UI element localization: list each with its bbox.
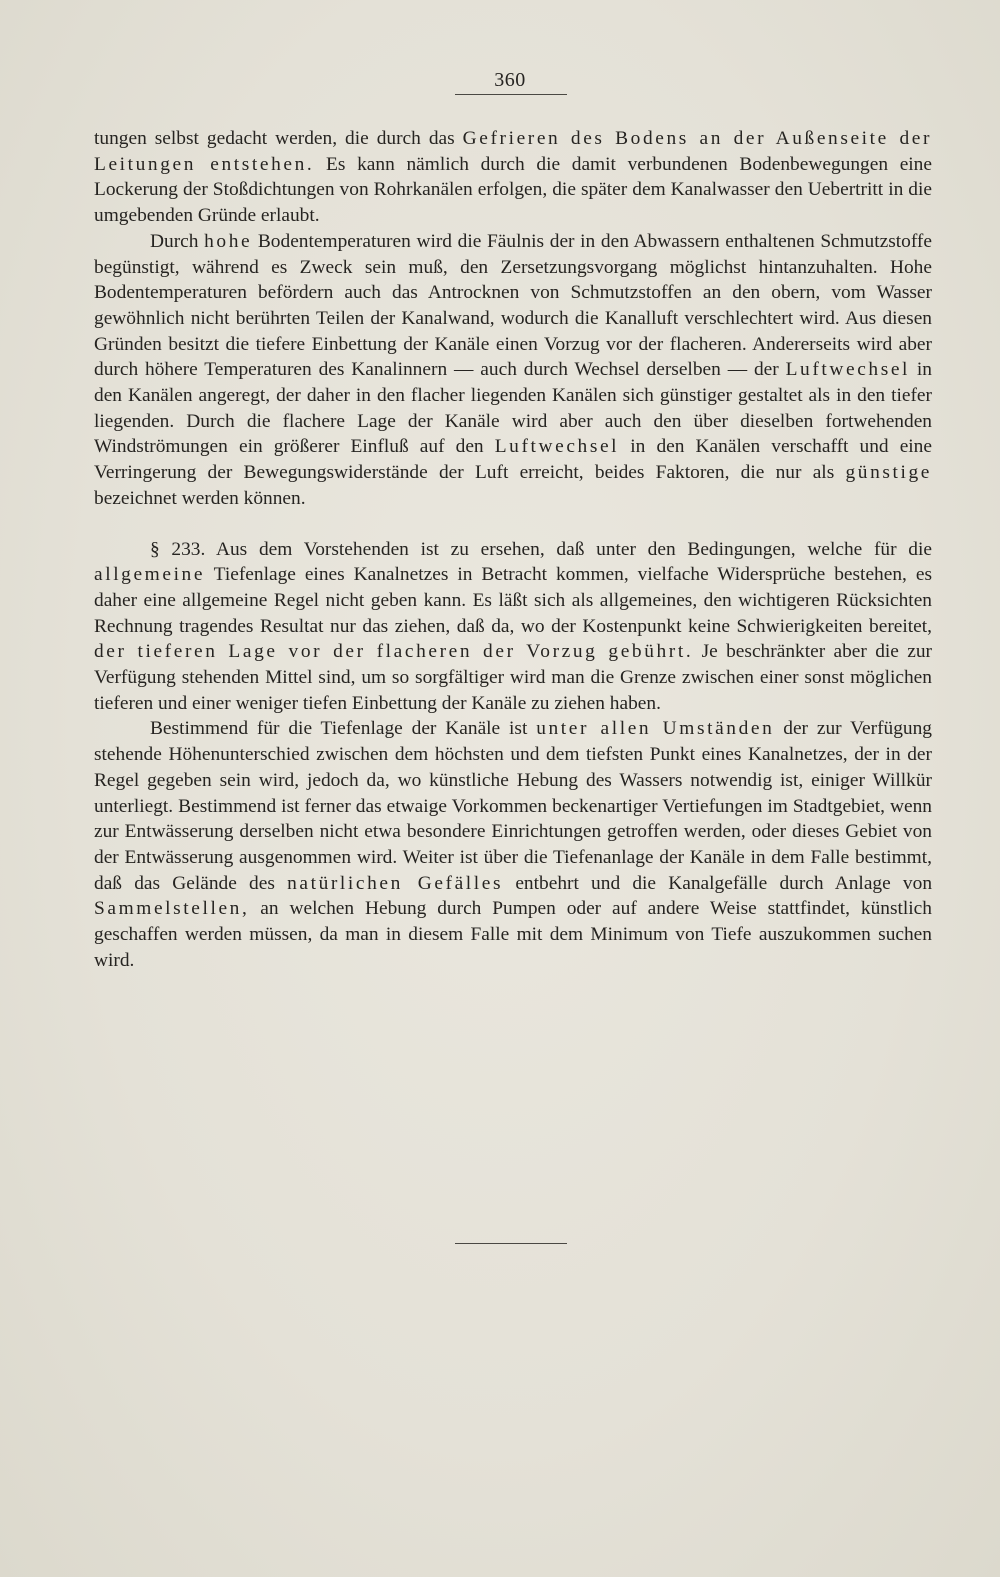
text-run: bezeichnet werden können. — [94, 487, 306, 509]
page-number: 360 — [494, 69, 526, 91]
text-run: an welchen Hebung durch Pumpen oder auf andere Weise stattfindet, künstlich geschaffen werden müssen, da man in diesem Falle mit dem Minimum von Tiefe auszukommen suchen wird. — [94, 898, 932, 971]
spaced-emphasis: natürlichen Gefälles — [287, 872, 504, 894]
spaced-emphasis: Gefrieren des Bodens an der Außenseite der Leitungen entstehen. — [94, 128, 932, 175]
section-paragraph — [94, 537, 932, 717]
text-run: in den Kanälen verschafft und eine Verringerung der Bewegungswiderstände der Luft erreicht, beides Faktoren, die nur als — [94, 436, 932, 484]
spaced-emphasis: hohe — [204, 230, 253, 252]
paragraph — [94, 716, 932, 973]
spaced-emphasis: unter allen Umständen — [536, 718, 775, 740]
spaced-emphasis: Luftwechsel — [494, 436, 620, 458]
spaced-emphasis: günstige — [845, 462, 932, 484]
end-rule — [455, 1243, 567, 1244]
text-run: entbehrt und die Kanalgefälle durch Anlage von — [503, 872, 933, 894]
header-rule — [455, 94, 567, 95]
text-run: Durch — [150, 230, 205, 252]
spaced-emphasis: Sammelstellen, — [94, 898, 250, 920]
text-run: der zur Verfügung stehende Höhenunterschied zwischen dem höchsten und dem tiefsten Punkt eines Kanalnetzes, der in der Regel gegeben sein wird, jedoch da, wo künstliche Hebung des Wassers notwendig ist, einiger Willkür unterliegt. Bestimmend ist ferner das etwaige Vorkommen beckenartiger Vertiefungen im Stadtgebiet, wenn zur Entwässerung derselben nicht etwa besondere Einrichtungen getroffen werden, oder dieses Gebiet von der Entwässerung ausgenommen wird. Weiter ist über die Tiefenanlage der Kanäle in dem Falle bestimmt, daß das Gelände des — [94, 718, 932, 894]
spaced-emphasis: allgemeine — [94, 564, 206, 586]
text-run: § 233. Aus dem Vorstehenden ist zu ersehen, daß unter den Bedingungen, welche für die — [150, 538, 932, 560]
spaced-emphasis: Luftwechsel — [785, 359, 911, 381]
text-run: Bodentemperaturen wird die Fäulnis der in den Abwassern enthaltenen Schmutzstoffe begünstigt, während es Zweck sein muß, den Zersetzungsvorgang möglichst hintanzuhalten. Hohe Bodentemperaturen befördern auch das Antrocknen von Schmutzstoffen an den obern, vom Wasser gewöhnlich nicht berührten Teilen der Kanalwand, wodurch die Kanalluft verschlechtert wird. Aus diesen Gründen besitzt die tiefere Einbettung der Kanäle einen Vorzug vor der flacheren. Andererseits wird aber durch höhere Temperaturen des Kanalinnern — auch durch Wechsel derselben — der — [94, 230, 932, 381]
spaced-emphasis: der tieferen Lage vor der flacheren der Vorzug gebührt. — [94, 641, 694, 663]
paragraph — [94, 126, 932, 229]
text-run: Tiefenlage eines Kanalnetzes in Betracht kommen, vielfache Widersprüche bestehen, es daher eine allgemeine Regel nicht geben kann. Es läßt sich als allgemeines, den wichtigeren Rücksichten Rechnung tragendes Resultat nur das ziehen, daß da, wo der Kostenpunkt keine Schwierigkeiten bereitet, — [94, 564, 932, 637]
text-run: tungen selbst gedacht werden, die durch das — [94, 128, 463, 149]
text-run: in den Kanälen angeregt, der daher in den flacher liegenden Kanälen sich günstiger gestaltet als in den tiefer liegenden. Durch die flachere Lage der Kanäle wird aber auch den über dieselben fortwehenden Windströmungen ein größerer Einfluß auf den — [94, 359, 932, 458]
body-text — [94, 126, 932, 974]
text-run: Es kann nämlich durch die damit verbundenen Bodenbewegungen eine Lockerung der Stoßdichtungen von Rohrkanälen erfolgen, die später dem Kanalwasser den Uebertritt in die umgebenden Gründe erlaubt. — [94, 153, 932, 227]
text-run: Je beschränkter aber die zur Verfügung stehenden Mittel sind, um so sorgfältiger wird man die Grenze zwischen einer sonst möglichen tieferen und einer weniger tiefen Einbettung der Kanäle zu ziehen haben. — [94, 641, 932, 714]
paragraph — [94, 229, 932, 512]
text-run: Bestimmend für die Tiefenlage der Kanäle ist — [150, 718, 537, 740]
